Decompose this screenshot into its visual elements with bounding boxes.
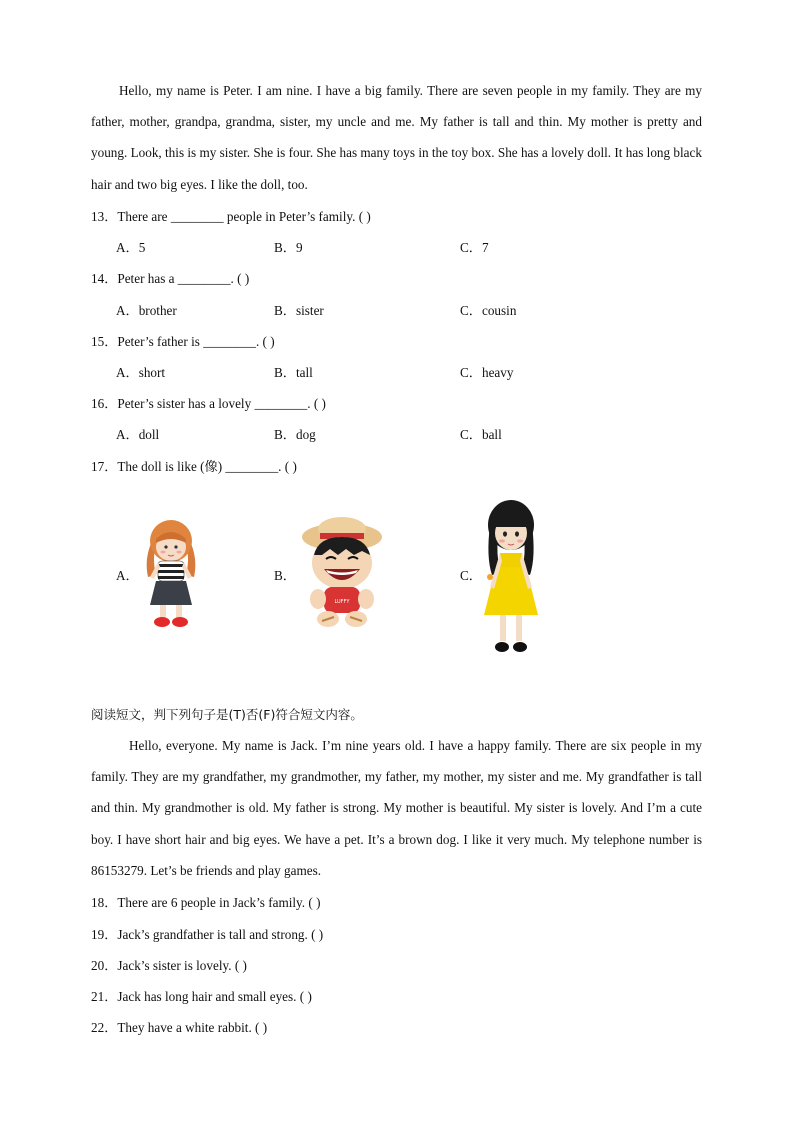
q13-option-b: B．9 — [274, 240, 303, 255]
question-21: 21．Jack has long hair and small eyes. ( ) — [91, 989, 312, 1004]
q17-option-b: B． — [274, 568, 296, 583]
svg-text:LUFFY: LUFFY — [334, 599, 350, 605]
q14-option-a: A．brother — [116, 303, 177, 318]
doll-image-a — [138, 515, 204, 631]
question-18: 18．There are 6 people in Jack’s family. ( ) — [91, 895, 321, 910]
q15-option-c: C．heavy — [460, 365, 514, 380]
q16-option-c: C．ball — [460, 427, 502, 442]
question-22: 22．They have a white rabbit. ( ) — [91, 1020, 268, 1035]
plush-image-b — [296, 515, 388, 631]
q16-option-b: B．dog — [274, 427, 316, 442]
q17-option-c: C． — [460, 568, 482, 583]
q13-option-a: A．5 — [116, 240, 146, 255]
q17-option-a: A． — [116, 568, 139, 583]
question-13: 13．There are ________ people in Peter’s family. ( ) — [91, 209, 371, 224]
q15-option-a: A．short — [116, 365, 166, 380]
q15-option-b: B．tall — [274, 365, 313, 380]
q13-option-c: C．7 — [460, 240, 489, 255]
reading-passage-peter: Hello, my name is Peter. I am nine. I have a big family. There are seven people in my family. They are my father, mother, grandpa, grandma, sister, my uncle and me. My father is tall and thin. My mother is pretty and young. Look, this is my sister. She is four. She has many toys in the toy box. She has a lovely doll. It has long black hair and two big eyes. I like the doll, too. — [91, 83, 702, 192]
question-14: 14．Peter has a ________. ( ) — [91, 271, 250, 286]
question-16: 16．Peter’s sister has a lovely ________. ( ) — [91, 396, 326, 411]
question-20: 20．Jack’s sister is lovely. ( ) — [91, 958, 247, 973]
reading-passage-jack: Hello, everyone. My name is Jack. I’m nine years old. I have a happy family. There are six people in my family. They are my grandfather, my grandmother, my father, my mother, my sister and me. My grandfather is tall and thin. My grandmother is old. My father is strong. My mother is beautiful. My sister is lovely. And I’m a cute boy. I have short hair and big eyes. We have a pet. It’s a brown dog. I like it very much. My telephone number is 86153279. Let’s be friends and play games. — [91, 738, 702, 878]
q14-option-b: B．sister — [274, 303, 324, 318]
question-15: 15．Peter’s father is ________. ( ) — [91, 334, 275, 349]
tf-instruction: 阅读短文，判下列句子是(T)否(F)符合短文内容。 — [91, 707, 363, 722]
question-19: 19．Jack’s grandfather is tall and strong. ( ) — [91, 927, 324, 942]
q16-option-a: A．doll — [116, 427, 160, 442]
question-17: 17．The doll is like (像) ________. ( ) — [91, 459, 297, 474]
q14-option-c: C．cousin — [460, 303, 517, 318]
doll-image-c — [478, 497, 544, 661]
